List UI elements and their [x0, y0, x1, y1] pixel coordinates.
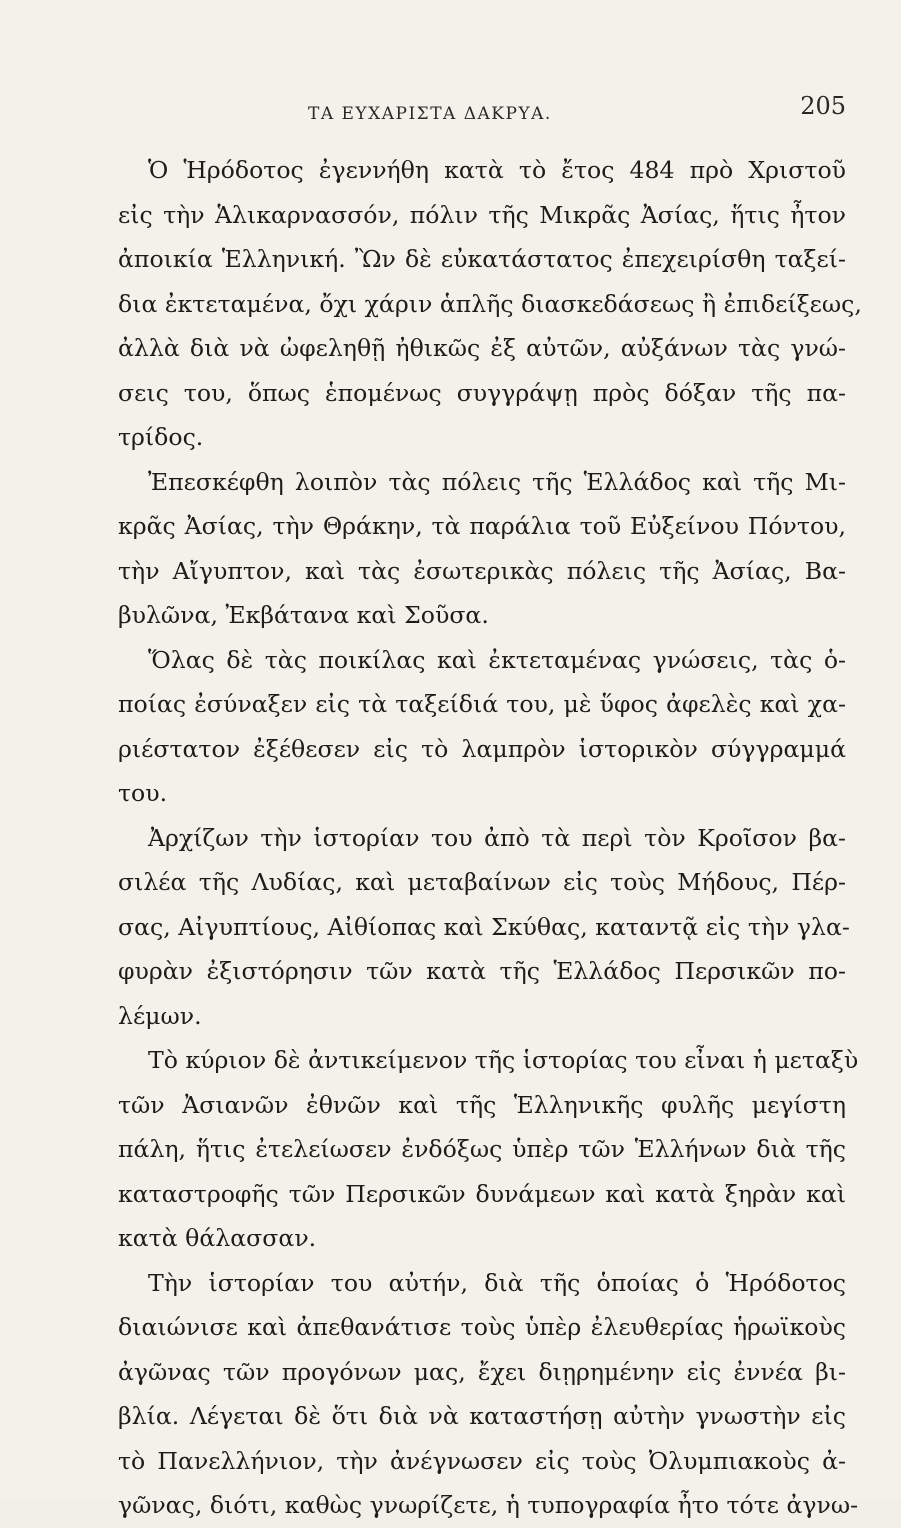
text-line: τῶν Ἀσιανῶν ἐθνῶν καὶ τῆς Ἑλληνικῆς φυλῆς μεγίστη [118, 1090, 846, 1119]
text-line: πάλη, ἥτις ἐτελείωσεν ἐνδόξως ὑπὲρ τῶν Ἑλλήνων διὰ τῆς [118, 1135, 846, 1163]
text-line: ἀγῶνας τῶν προγόνων μας, ἔχει διῃρημένην εἰς ἐννέα βι- [118, 1357, 846, 1386]
text-line: του. [118, 779, 168, 807]
text-line: Τὴν ἱστορίαν του αὐτήν, διὰ τῆς ὁποίας ὁ Ἡρόδοτος [148, 1268, 846, 1297]
page-header [308, 92, 848, 132]
text-line: κρᾶς Ἀσίας, τὴν Θράκην, τὰ παράλια τοῦ Εὐξείνου Πόντου, [118, 512, 846, 540]
text-line: τρίδος. [118, 423, 204, 451]
body-text [118, 148, 862, 1528]
page-number: 205 [800, 92, 846, 120]
text-line: τὸ Πανελλήνιον, τὴν ἀνέγνωσεν εἰς τοὺς Ὀλυμπιακοὺς ἀ- [118, 1446, 846, 1475]
text-line: βυλῶνα, Ἐκβάτανα καὶ Σοῦσα. [118, 601, 489, 629]
text-line: διαιώνισε καὶ ἀπεθανάτισε τοὺς ὑπὲρ ἐλευθερίας ἡρωϊκοὺς [118, 1313, 846, 1341]
text-line: βλία. Λέγεται δὲ ὅτι διὰ νὰ καταστήσῃ αὐτὴν γνωστὴν εἰς [118, 1402, 846, 1430]
text-line: ριέστατον ἐξέθεσεν εἰς τὸ λαμπρὸν ἱστορικὸν σύγγραμμά [118, 734, 846, 763]
text-line: λέμων. [118, 1001, 202, 1030]
text-line: σεις του, ὅπως ἑπομένως συγγράψῃ πρὸς δόξαν τῆς πα- [118, 378, 846, 407]
text-line: ἀποικία Ἑλληνική. Ὢν δὲ εὐκατάστατος ἐπεχειρίσθη ταξεί- [118, 245, 846, 273]
text-line: γῶνας, διότι, καθὼς γνωρίζετε, ἡ τυπογραφία ἦτο τότε ἀγνω- [118, 1491, 859, 1519]
text-line: Ἀρχίζων τὴν ἱστορίαν του ἀπὸ τὰ περὶ τὸν Κροῖσον βα- [148, 823, 846, 852]
text-line: σας, Αἰγυπτίους, Αἰθίοπας καὶ Σκύθας, καταντᾷ εἰς τὴν γλα- [118, 912, 850, 941]
text-line: Τὸ κύριον δὲ ἀντικείμενον τῆς ἱστορίας του εἶναι ἡ μεταξὺ [148, 1046, 859, 1074]
text-line: ποίας ἐσύναξεν εἰς τὰ ταξείδιά του, μὲ ὕφος ἀφελὲς καὶ χα- [118, 690, 846, 718]
running-title: ΤΑ ΕΥΧΑΡΙΣΤΑ ΔΑΚΡΥΑ. [308, 104, 552, 124]
text-line: φυρὰν ἐξιστόρησιν τῶν κατὰ τῆς Ἑλλάδος Περσικῶν πο- [118, 957, 846, 985]
text-line: σιλέα τῆς Λυδίας, καὶ μεταβαίνων εἰς τοὺς Μήδους, Πέρ- [118, 868, 846, 896]
text-line: Ὁ Ἡρόδοτος ἐγεννήθη κατὰ τὸ ἔτος 484 πρὸ Χριστοῦ [148, 156, 846, 184]
text-line: Ὅλας δὲ τὰς ποικίλας καὶ ἐκτεταμένας γνώσεις, τὰς ὁ- [148, 645, 846, 674]
text-line: καταστροφῆς τῶν Περσικῶν δυνάμεων καὶ κατὰ ξηρὰν καὶ [118, 1179, 846, 1208]
text-line: τὴν Αἴγυπτον, καὶ τὰς ἐσωτερικὰς πόλεις τῆς Ἀσίας, Βα- [118, 556, 846, 585]
text-line: εἰς τὴν Ἁλικαρνασσόν, πόλιν τῆς Μικρᾶς Ἀσίας, ἥτις ἦτον [118, 200, 846, 229]
text-line: Ἐπεσκέφθη λοιπὸν τὰς πόλεις τῆς Ἑλλάδος καὶ τῆς Μι- [148, 467, 846, 496]
text-line: κατὰ θάλασσαν. [118, 1224, 317, 1252]
text-line: ἀλλὰ διὰ νὰ ὠφεληθῇ ἠθικῶς ἐξ αὐτῶν, αὐξάνων τὰς γνώ- [118, 334, 846, 362]
text-line: δια ἐκτεταμένα, ὄχι χάριν ἁπλῆς διασκεδάσεως ἢ ἐπιδείξεως, [118, 289, 862, 318]
